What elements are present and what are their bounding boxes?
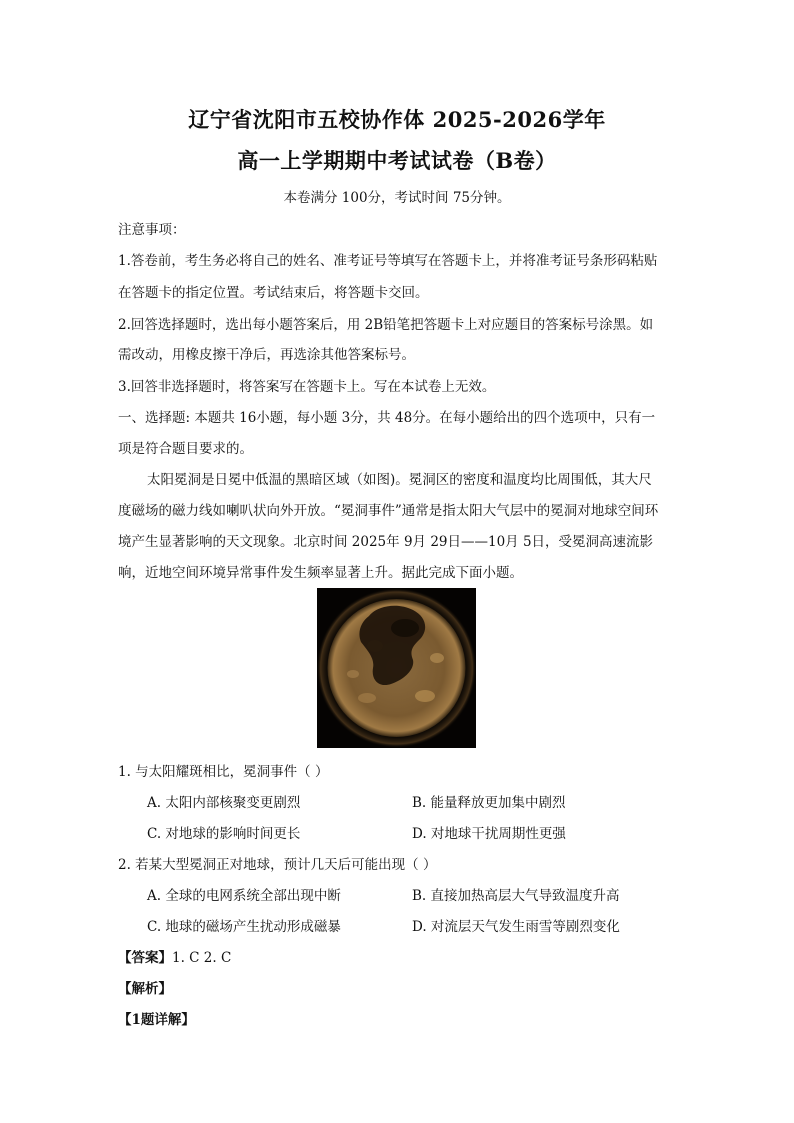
question-1-stem: 1. 与太阳耀斑相比，冕洞事件（ ） <box>118 764 329 780</box>
note-item-2-line-2: 需改动，用橡皮擦干净后，再选涂其他答案标号。 <box>118 347 415 363</box>
exam-title-line1: 辽宁省沈阳市五校协作体 2025-2026学年 <box>188 107 606 132</box>
coronal-hole-image <box>317 588 476 748</box>
answer-row <box>118 946 231 966</box>
passage-line-2: 度磁场的磁力线如喇叭状向外开放。“冕洞事件”通常是指太阳大气层中的冕洞对地球空间环 <box>118 503 659 519</box>
note-item-3: 3.回答非选择题时，将答案写在答题卡上。写在本试卷上无效。 <box>118 379 496 395</box>
question-1-option-c: C. 对地球的影响时间更长 <box>147 826 301 842</box>
question-1-option-d: D. 对地球干扰周期性更强 <box>412 826 566 842</box>
section-heading-line-2: 项是符合题目要求的。 <box>118 441 253 457</box>
question-2-option-a: A. 全球的电网系统全部出现中断 <box>147 888 341 904</box>
question-2-stem: 2. 若某大型冕洞正对地球，预计几天后可能出现（ ） <box>118 857 437 873</box>
question-2-option-d: D. 对流层天气发生雨雪等剧烈变化 <box>412 919 620 935</box>
exam-subtitle: 本卷满分 100分，考试时间 75分钟。 <box>283 190 511 206</box>
note-item-2-line-1: 2.回答选择题时，选出每小题答案后，用 2B铅笔把答题卡上对应题目的答案标号涂黑。如 <box>118 317 654 333</box>
notes-heading: 注意事项： <box>118 222 186 238</box>
question-2-option-b: B. 直接加热高层大气导致温度升高 <box>412 888 620 904</box>
note-item-1-line-2: 在答题卡的指定位置。考试结束后，将答题卡交回。 <box>118 285 429 301</box>
note-item-1-line-1: 1.答卷前，考生务必将自己的姓名、准考证号等填写在答题卡上，并将准考证号条形码粘贴 <box>118 253 658 269</box>
question-2-option-c: C. 地球的磁场产生扰动形成磁暴 <box>147 919 341 935</box>
analysis-label: 【解析】 <box>118 981 172 997</box>
question-1-option-a: A. 太阳内部核聚变更剧烈 <box>147 795 301 811</box>
answer-values: 1. C 2. C <box>172 950 232 966</box>
sun-image <box>317 588 476 748</box>
section-heading-line-1: 一、选择题: 本题共 16小题，每小题 3分，共 48分。在每小题给出的四个选项中，只有一 <box>118 410 656 426</box>
passage-line-4: 响，近地空间环境异常事件发生频率显著上升。据此完成下面小题。 <box>118 565 523 581</box>
question-1-option-b: B. 能量释放更加集中剧烈 <box>412 795 566 811</box>
exam-title-line2: 高一上学期期中考试试卷（B卷） <box>237 148 557 173</box>
passage-line-3: 境产生显著影响的天文现象。北京时间 2025年 9月 29日——10月 5日，受冕洞高速流影 <box>118 534 654 550</box>
answer-label: 【答案】 <box>118 950 172 966</box>
passage-line-1: 太阳冕洞是日冕中低温的黑暗区域（如图)。冕洞区的密度和温度均比周围低，其大尺 <box>147 472 652 488</box>
question-1-detail-label: 【1题详解】 <box>118 1012 195 1028</box>
